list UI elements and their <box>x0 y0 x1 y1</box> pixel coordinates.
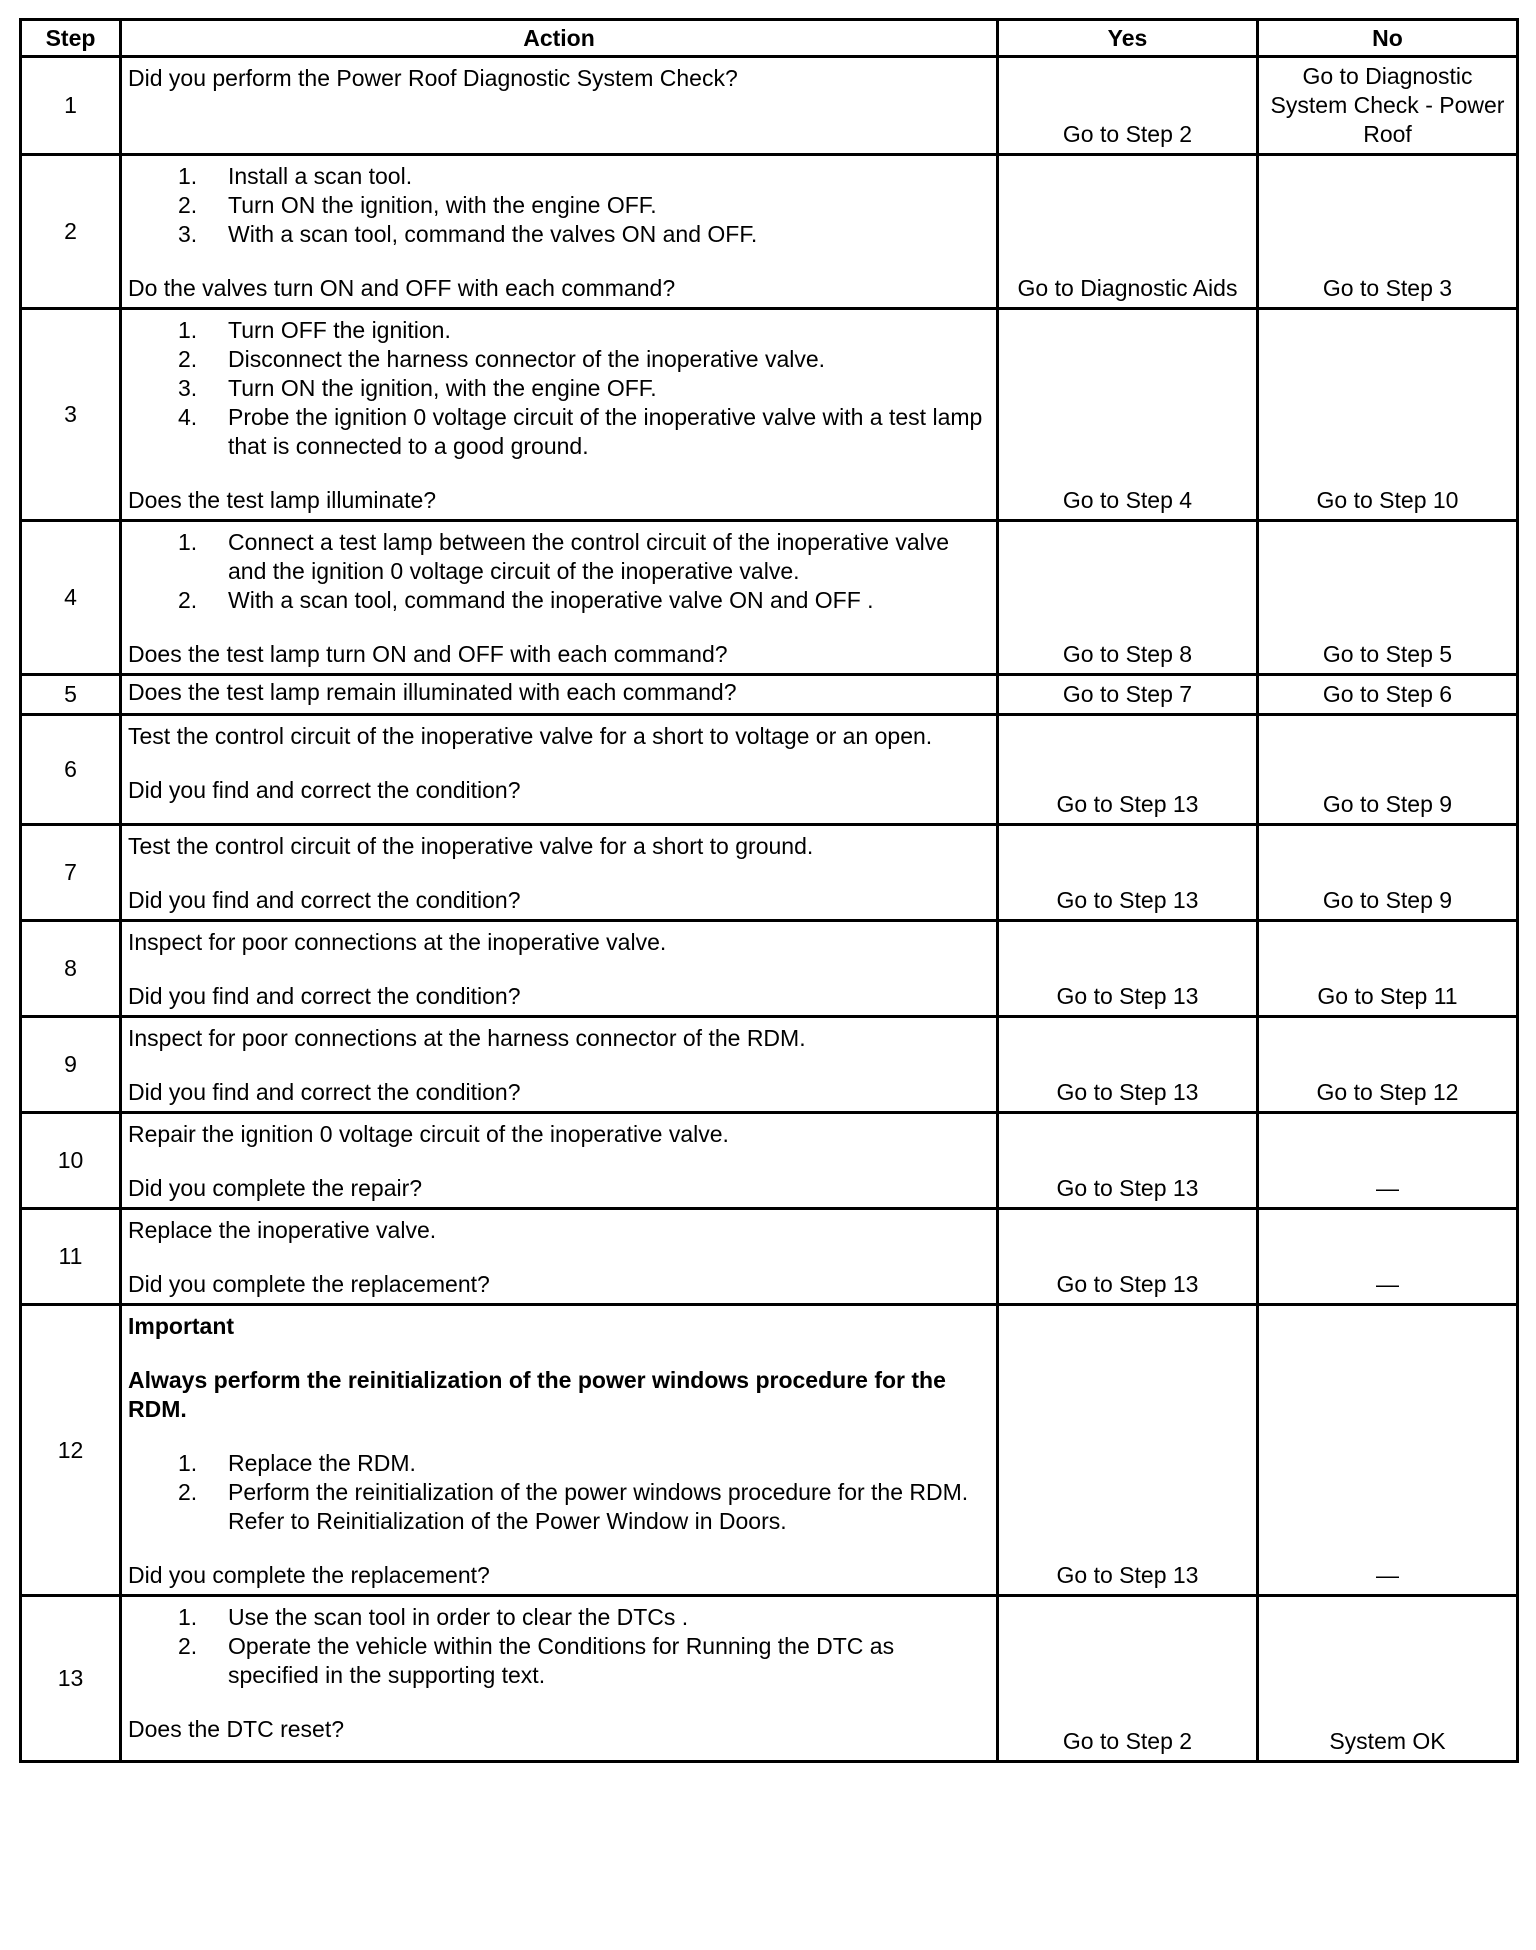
table-row <box>21 309 1518 521</box>
list-item: 2. Operate the vehicle within the Conditions for Running the DTC as specified in the supporting text. <box>178 1633 895 1688</box>
diagnostic-table <box>19 18 1519 1763</box>
action-question: Did you find and correct the condition? <box>128 1079 521 1105</box>
no-cell: Go to Step 5 <box>1258 521 1518 675</box>
no-cell: Go to Step 9 <box>1258 715 1518 825</box>
table-row <box>21 1305 1518 1596</box>
action-text: Repair the ignition 0 voltage circuit of the inoperative valve. <box>128 1121 729 1147</box>
action-cell <box>121 521 998 675</box>
important-note: Always perform the reinitialization of the power windows procedure for the RDM. <box>128 1367 946 1422</box>
yes-cell: Go to Step 13 <box>998 1209 1258 1305</box>
action-cell <box>121 1305 998 1596</box>
action-cell <box>121 309 998 521</box>
no-cell: Go to Step 3 <box>1258 155 1518 309</box>
step-number: 5 <box>21 675 121 715</box>
action-cell <box>121 675 998 715</box>
important-heading: Important <box>128 1313 235 1339</box>
table-row <box>21 1209 1518 1305</box>
table-row <box>21 155 1518 309</box>
step-number: 3 <box>21 309 121 521</box>
yes-cell: Go to Step 2 <box>998 57 1258 155</box>
step-number: 8 <box>21 921 121 1017</box>
header-yes: Yes <box>998 20 1258 57</box>
action-cell <box>121 1113 998 1209</box>
table-row <box>21 825 1518 921</box>
step-number: 12 <box>21 1305 121 1596</box>
yes-cell: Go to Step 13 <box>998 921 1258 1017</box>
yes-cell: Go to Step 13 <box>998 825 1258 921</box>
action-cell <box>121 715 998 825</box>
step-number: 1 <box>21 57 121 155</box>
action-question: Did you find and correct the condition? <box>128 887 521 913</box>
list-item: 2. Turn ON the ignition, with the engine OFF. <box>178 192 657 218</box>
list-item: 2. Perform the reinitialization of the power windows procedure for the RDM. Refer to Reinitialization of the Power Window in Doors. <box>178 1479 969 1534</box>
action-cell <box>121 1209 998 1305</box>
step-number: 4 <box>21 521 121 675</box>
instruction-list <box>128 162 988 249</box>
action-text: Replace the inoperative valve. <box>128 1217 437 1243</box>
action-text: Did you perform the Power Roof Diagnostic System Check? <box>128 65 738 91</box>
list-item: 2. Disconnect the harness connector of the inoperative valve. <box>178 346 826 372</box>
step-number: 2 <box>21 155 121 309</box>
action-cell <box>121 57 998 155</box>
table-row <box>21 1596 1518 1762</box>
action-text: Test the control circuit of the inoperative valve for a short to voltage or an open. <box>128 723 933 749</box>
no-cell: Go to Step 11 <box>1258 921 1518 1017</box>
header-row <box>21 20 1518 57</box>
step-number: 10 <box>21 1113 121 1209</box>
instruction-list <box>128 1603 988 1690</box>
no-cell: System OK <box>1258 1596 1518 1762</box>
no-cell: — <box>1258 1305 1518 1596</box>
header-action: Action <box>121 20 998 57</box>
action-text: Does the test lamp remain illuminated with each command? <box>128 679 737 705</box>
list-item: 3. Turn ON the ignition, with the engine OFF. <box>178 375 657 401</box>
action-question: Did you complete the replacement? <box>128 1271 490 1297</box>
action-cell <box>121 1596 998 1762</box>
no-cell: Go to Step 9 <box>1258 825 1518 921</box>
list-item: 1. Use the scan tool in order to clear the DTCs . <box>178 1604 689 1630</box>
step-number: 11 <box>21 1209 121 1305</box>
list-item: 1. Replace the RDM. <box>178 1450 416 1476</box>
action-text: Inspect for poor connections at the inoperative valve. <box>128 929 667 955</box>
list-item: 4. Probe the ignition 0 voltage circuit of the inoperative valve with a test lamp that is connected to a good ground. <box>178 404 983 459</box>
step-number: 13 <box>21 1596 121 1762</box>
yes-cell: Go to Step 7 <box>998 675 1258 715</box>
list-item: 2. With a scan tool, command the inoperative valve ON and OFF . <box>178 587 874 613</box>
table-row <box>21 1113 1518 1209</box>
instruction-list <box>128 528 988 615</box>
header-no: No <box>1258 20 1518 57</box>
no-cell: — <box>1258 1209 1518 1305</box>
action-question: Does the test lamp illuminate? <box>128 487 437 513</box>
instruction-list <box>128 1449 988 1536</box>
action-cell <box>121 921 998 1017</box>
yes-cell: Go to Diagnostic Aids <box>998 155 1258 309</box>
action-cell <box>121 155 998 309</box>
action-question: Did you find and correct the condition? <box>128 983 521 1009</box>
action-question: Did you complete the replacement? <box>128 1562 490 1588</box>
header-step: Step <box>21 20 121 57</box>
action-question: Does the test lamp turn ON and OFF with each command? <box>128 641 728 667</box>
step-number: 6 <box>21 715 121 825</box>
action-question: Did you find and correct the condition? <box>128 777 521 803</box>
table-row <box>21 715 1518 825</box>
action-text: Inspect for poor connections at the harness connector of the RDM. <box>128 1025 806 1051</box>
no-cell: Go to Diagnostic System Check - Power Roof <box>1258 57 1518 155</box>
table-row <box>21 921 1518 1017</box>
instruction-list <box>128 316 988 461</box>
no-cell: Go to Step 10 <box>1258 309 1518 521</box>
table-row <box>21 521 1518 675</box>
action-question: Do the valves turn ON and OFF with each command? <box>128 275 676 301</box>
list-item: 1. Connect a test lamp between the control circuit of the inoperative valve and the ignition 0 voltage circuit of the inoperative valve. <box>178 529 950 584</box>
no-cell: — <box>1258 1113 1518 1209</box>
table-row <box>21 57 1518 155</box>
action-question: Did you complete the repair? <box>128 1175 423 1201</box>
list-item: 1. Install a scan tool. <box>178 163 413 189</box>
yes-cell: Go to Step 13 <box>998 1017 1258 1113</box>
yes-cell: Go to Step 13 <box>998 1113 1258 1209</box>
step-number: 7 <box>21 825 121 921</box>
yes-cell: Go to Step 13 <box>998 1305 1258 1596</box>
action-question: Does the DTC reset? <box>128 1716 345 1742</box>
no-cell: Go to Step 6 <box>1258 675 1518 715</box>
yes-cell: Go to Step 13 <box>998 715 1258 825</box>
yes-cell: Go to Step 8 <box>998 521 1258 675</box>
table-row <box>21 1017 1518 1113</box>
list-item: 1. Turn OFF the ignition. <box>178 317 451 343</box>
step-number: 9 <box>21 1017 121 1113</box>
table-row <box>21 675 1518 715</box>
action-cell <box>121 825 998 921</box>
yes-cell: Go to Step 4 <box>998 309 1258 521</box>
action-cell <box>121 1017 998 1113</box>
yes-cell: Go to Step 2 <box>998 1596 1258 1762</box>
list-item: 3. With a scan tool, command the valves ON and OFF. <box>178 221 758 247</box>
action-text: Test the control circuit of the inoperative valve for a short to ground. <box>128 833 814 859</box>
no-cell: Go to Step 12 <box>1258 1017 1518 1113</box>
